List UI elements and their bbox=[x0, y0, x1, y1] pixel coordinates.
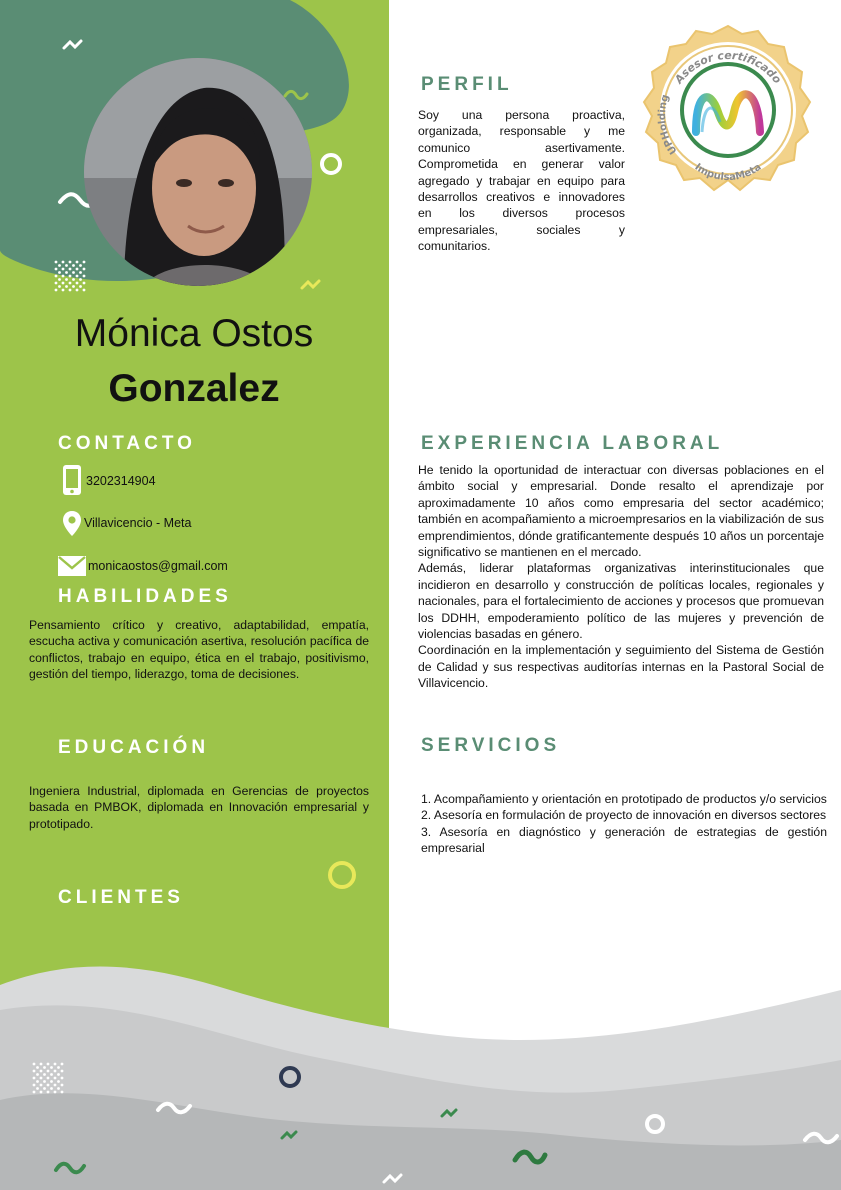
dot bbox=[33, 1070, 36, 1073]
contact-heading: CONTACTO bbox=[58, 433, 196, 454]
experience-heading: EXPERIENCIA LABORAL bbox=[421, 433, 724, 454]
dot bbox=[61, 1077, 64, 1080]
dot bbox=[33, 1063, 36, 1066]
dot bbox=[57, 1073, 60, 1076]
phone-icon bbox=[62, 464, 82, 501]
service-item: 3. Asesoría en diagnóstico y generación de estrategias de gestión empresarial bbox=[421, 824, 827, 856]
education-heading: EDUCACIÓN bbox=[58, 737, 210, 758]
dot bbox=[76, 282, 79, 285]
dot bbox=[83, 289, 86, 292]
dot bbox=[72, 271, 75, 274]
dot bbox=[57, 1087, 60, 1090]
service-item: 2. Asesoría en formulación de proyecto de innovación en diversos sectores bbox=[421, 808, 827, 823]
dot bbox=[62, 261, 65, 264]
portrait-illustration bbox=[84, 58, 312, 286]
dot bbox=[47, 1084, 50, 1087]
dot bbox=[50, 1087, 53, 1090]
profile-heading: PERFIL bbox=[421, 74, 513, 95]
dot bbox=[36, 1066, 39, 1069]
dot bbox=[58, 264, 61, 267]
dot bbox=[58, 271, 61, 274]
dot bbox=[79, 271, 82, 274]
dot bbox=[83, 268, 86, 271]
skills-heading: HABILIDADES bbox=[58, 586, 232, 607]
dot bbox=[47, 1091, 50, 1094]
dot bbox=[50, 1066, 53, 1069]
dot bbox=[43, 1066, 46, 1069]
dot bbox=[43, 1073, 46, 1076]
dot bbox=[65, 264, 68, 267]
dot bbox=[55, 289, 58, 292]
services-heading: SERVICIOS bbox=[421, 735, 561, 756]
badge-left-text: UPHolding bbox=[657, 93, 680, 157]
dot bbox=[47, 1063, 50, 1066]
dot bbox=[69, 268, 72, 271]
skills-text: Pensamiento crítico y creativo, adaptabilidad, empatía, escucha activa y comunicación asertiva, resolución pacífica de conflictos, trabajo en equipo, ética en el trabajo, positivismo, gestión del tiempo, liderazgo, toma de decisiones. bbox=[29, 618, 369, 682]
dot bbox=[61, 1091, 64, 1094]
dot bbox=[40, 1077, 43, 1080]
experience-paragraph: Además, liderar plataformas organizativas interinstitucionales que incidieron en desarrollo y construcción de políticas locales, regionales y nacionales, para el fortalecimiento de acciones y procesos que promuevan los DDHH, empoderamiento político de las mujeres y prevención de violencias basadas en género. bbox=[418, 561, 824, 642]
dot bbox=[33, 1077, 36, 1080]
dot bbox=[55, 261, 58, 264]
dot bbox=[62, 289, 65, 292]
dot bbox=[55, 268, 58, 271]
dot bbox=[55, 275, 58, 278]
dot bbox=[79, 285, 82, 288]
dot bbox=[33, 1091, 36, 1094]
clients-heading: CLIENTES bbox=[58, 887, 184, 908]
dot bbox=[54, 1091, 57, 1094]
contact-email[interactable]: monicaostos@gmail.com bbox=[88, 559, 228, 573]
profile-text: Soy una persona proactiva, organizada, responsable y me comunico asertivamente. Comprometida en generar valor agregado y trabajar en equipo para desarrollos creativos e innovadores en los diversos procesos empresariales, sociales y comunitarios. bbox=[418, 108, 625, 254]
dot bbox=[79, 278, 82, 281]
dot bbox=[83, 261, 86, 264]
dot bbox=[58, 285, 61, 288]
dot bbox=[50, 1080, 53, 1083]
dot bbox=[57, 1080, 60, 1083]
dot bbox=[55, 282, 58, 285]
dot bbox=[65, 271, 68, 274]
dot bbox=[83, 275, 86, 278]
education-text: Ingeniera Industrial, diplomada en Gerencias de proyectos basada en PMBOK, diplomada en Innovación empresarial y prototipado. bbox=[29, 784, 369, 831]
experience-body bbox=[418, 462, 824, 692]
dot bbox=[43, 1080, 46, 1083]
dot bbox=[40, 1070, 43, 1073]
dot bbox=[65, 278, 68, 281]
dot bbox=[69, 289, 72, 292]
dot bbox=[36, 1087, 39, 1090]
badge-top-text: Asesor certificado bbox=[672, 49, 784, 87]
dot bbox=[62, 282, 65, 285]
dot bbox=[69, 275, 72, 278]
experience-paragraph: Coordinación en la implementación y seguimiento del Sistema de Gestión de Calidad y sus respectivas auditorías internas en la Pastoral Social de Villavicencio. bbox=[418, 643, 824, 691]
contact-location: Villavicencio - Meta bbox=[84, 516, 192, 530]
dot bbox=[83, 282, 86, 285]
mail-icon bbox=[58, 556, 86, 581]
location-pin-icon bbox=[62, 510, 82, 542]
dot bbox=[69, 282, 72, 285]
dot bbox=[61, 1084, 64, 1087]
dot bbox=[62, 275, 65, 278]
person-name-first-line: Mónica Ostos bbox=[74, 312, 314, 355]
dot bbox=[76, 289, 79, 292]
badge-bottom-text: ImpulsaMeta bbox=[692, 161, 764, 184]
dot bbox=[58, 278, 61, 281]
dot bbox=[40, 1091, 43, 1094]
dot bbox=[43, 1087, 46, 1090]
dot bbox=[69, 261, 72, 264]
dot bbox=[72, 285, 75, 288]
dot bbox=[50, 1073, 53, 1076]
contact-phone[interactable]: 3202314904 bbox=[86, 474, 156, 488]
dot bbox=[72, 264, 75, 267]
dot bbox=[40, 1084, 43, 1087]
service-item: 1. Acompañamiento y orientación en prototipado de productos y/o servicios bbox=[421, 792, 827, 806]
dot bbox=[65, 285, 68, 288]
dot bbox=[62, 268, 65, 271]
dot bbox=[76, 275, 79, 278]
dot bbox=[47, 1077, 50, 1080]
dot bbox=[54, 1084, 57, 1087]
dot bbox=[54, 1063, 57, 1066]
dot bbox=[61, 1070, 64, 1073]
dot bbox=[40, 1063, 43, 1066]
dot bbox=[36, 1073, 39, 1076]
dot bbox=[57, 1066, 60, 1069]
dot bbox=[36, 1080, 39, 1083]
person-name-second-line: Gonzalez bbox=[108, 367, 280, 410]
dot bbox=[54, 1077, 57, 1080]
services-list bbox=[421, 791, 827, 857]
dot bbox=[47, 1070, 50, 1073]
certification-badge bbox=[630, 22, 826, 212]
dot bbox=[54, 1070, 57, 1073]
experience-paragraph: He tenido la oportunidad de interactuar con diversas poblaciones en el ámbito social y empresarial. Donde resalto el aprendizaje por aproximadamente 10 años como empresaria del sector académico; también en acompañamiento a microempresarios en la viabilización de sus emprendimientos, dónde gratificantemente después 10 años un porcentaje significativo se mantienen en el mercado. bbox=[418, 463, 824, 560]
dot bbox=[72, 278, 75, 281]
dot bbox=[76, 268, 79, 271]
dot bbox=[76, 261, 79, 264]
dot bbox=[33, 1084, 36, 1087]
profile-photo bbox=[84, 58, 312, 286]
dot bbox=[61, 1063, 64, 1066]
dot bbox=[79, 264, 82, 267]
